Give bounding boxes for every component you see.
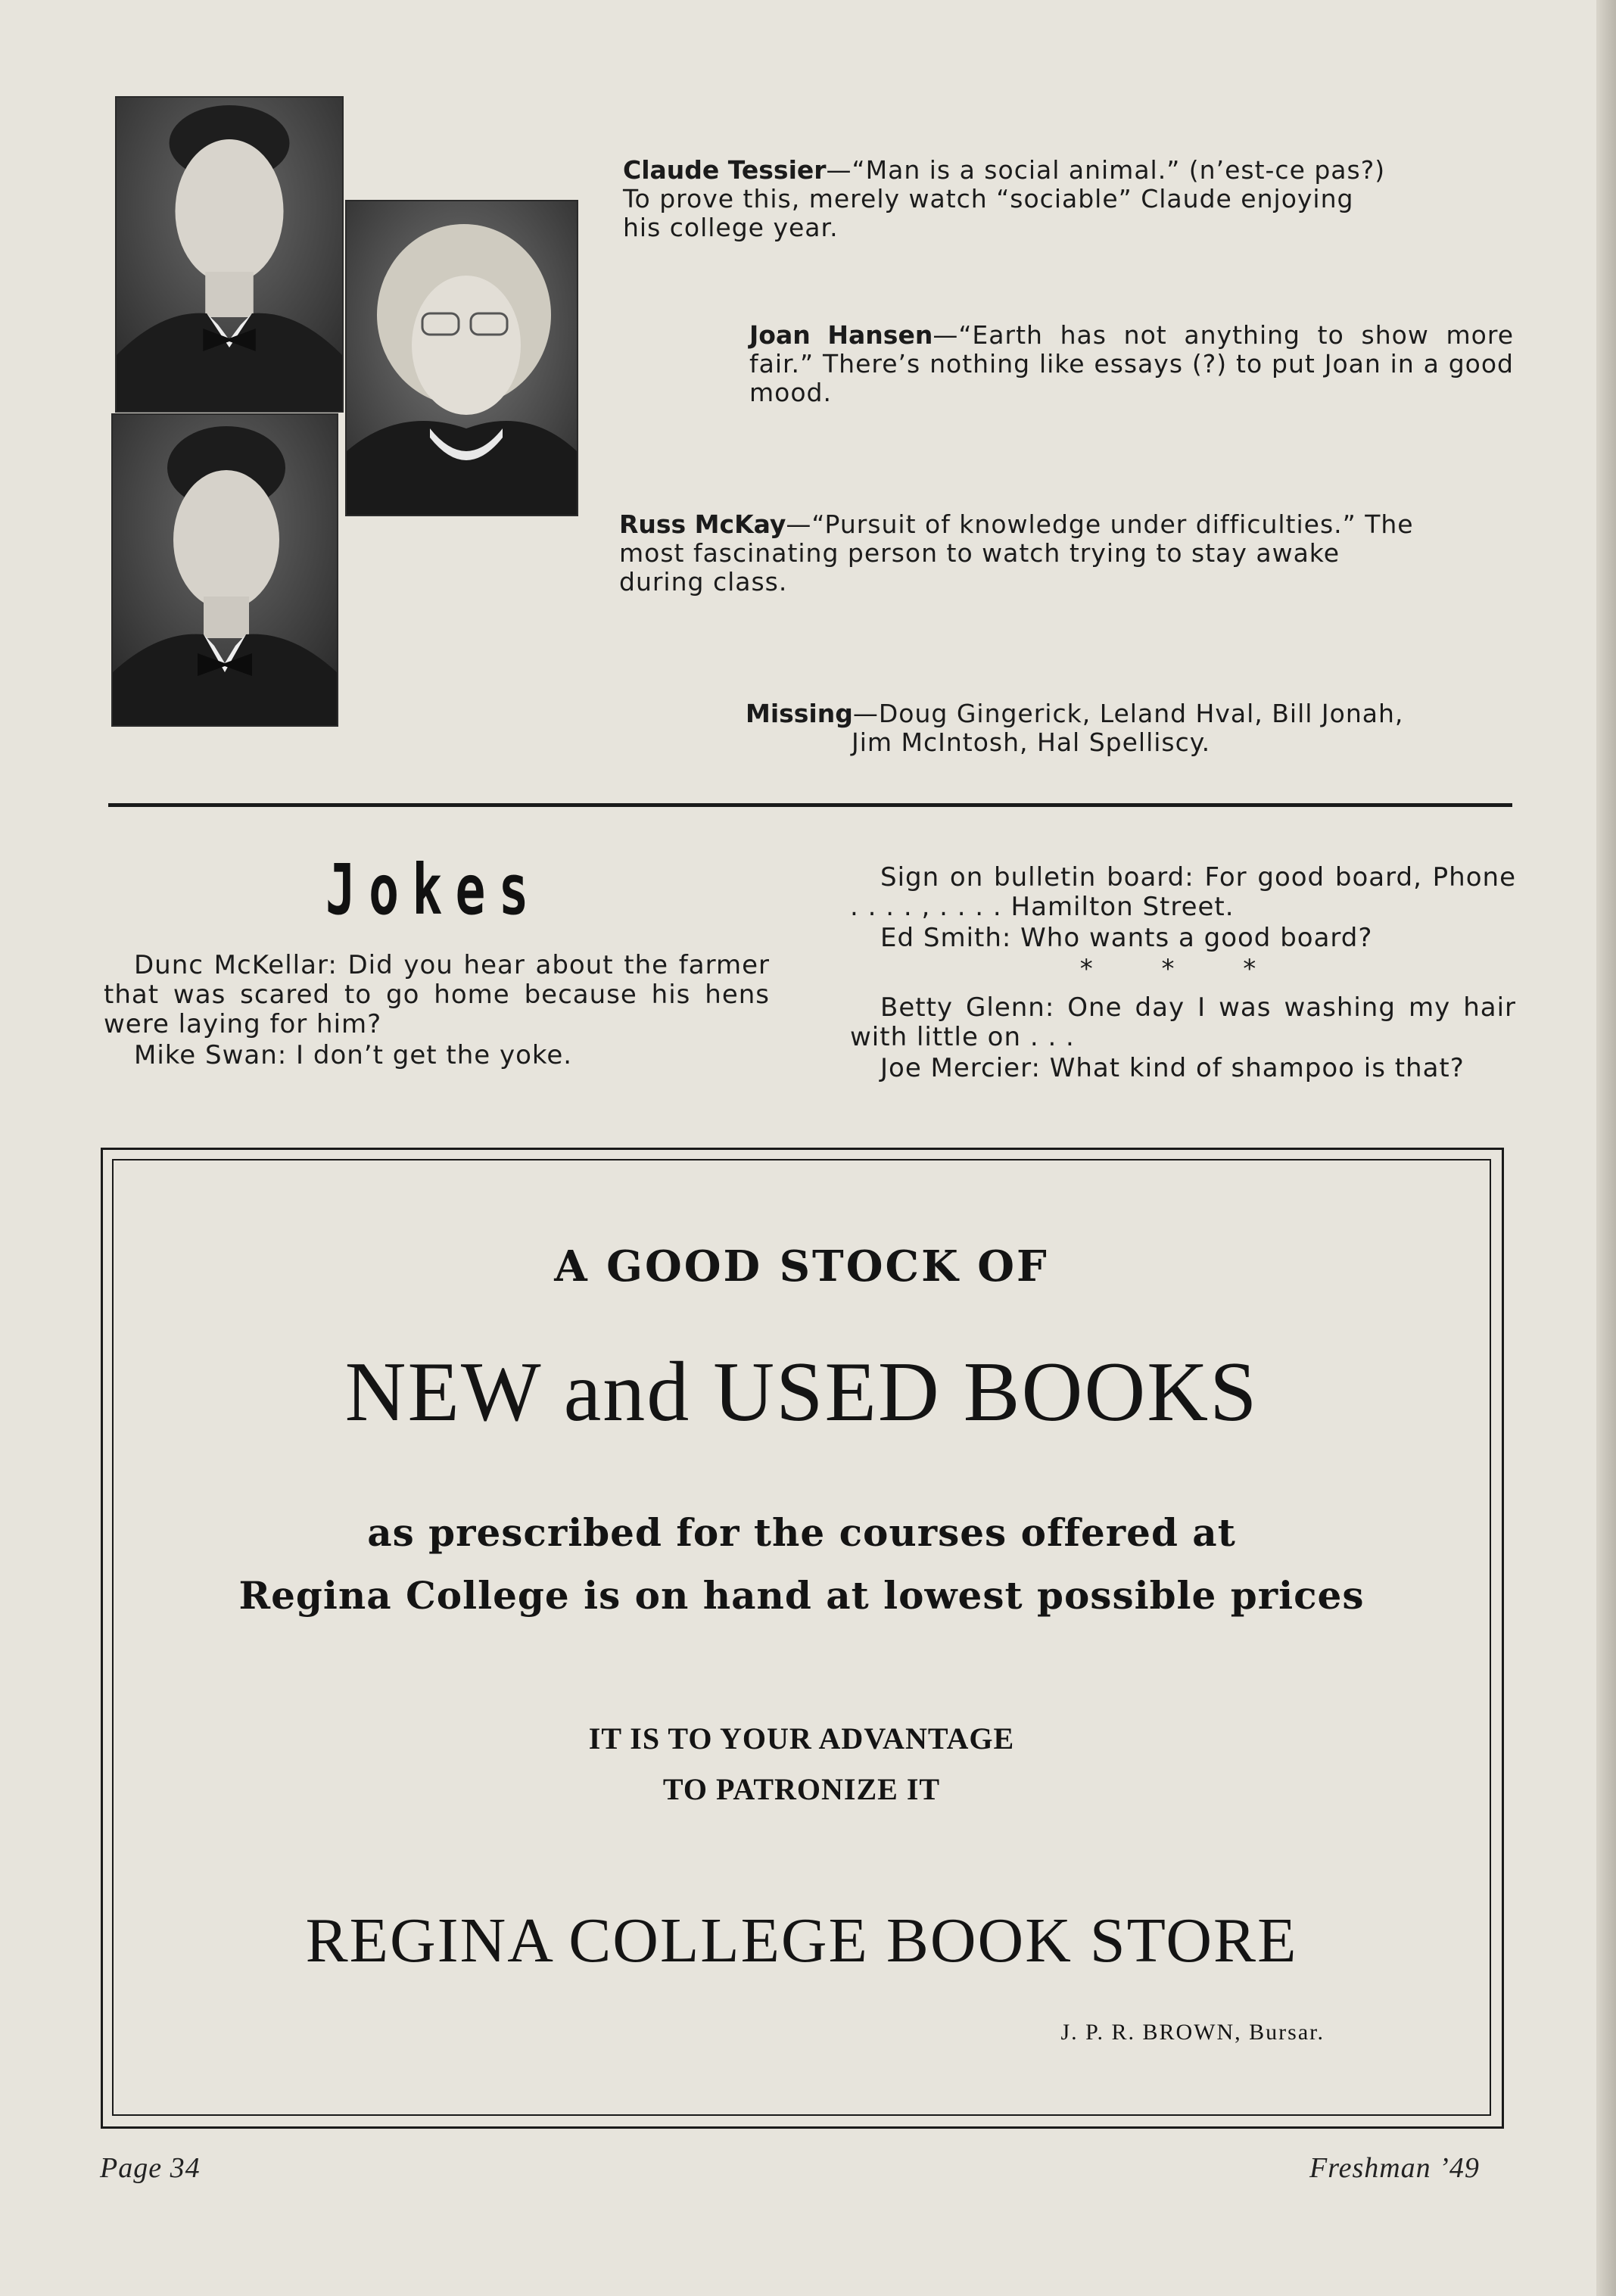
caption-name: Russ McKay <box>619 509 786 539</box>
joke-line: Dunc McKellar: Did you hear about the farmer that was scared to go home because his hens were laying for him? <box>104 950 770 1039</box>
missing-line1: —Doug Gingerick, Leland Hval, Bill Jonah, <box>852 699 1404 728</box>
section-divider <box>108 803 1512 807</box>
ad-body-line: Regina College is on hand at lowest possible prices <box>238 1573 1365 1618</box>
page-edge <box>1596 0 1616 2296</box>
page-number: Page 34 <box>100 2152 201 2184</box>
caption-quote: —“Man is a social animal.” (n’est-ce pas?) To prove this, merely watch “sociable” Claude enjoying his college year. <box>623 155 1386 242</box>
ad-store-name: REGINA COLLEGE BOOK STORE <box>305 1905 1298 1976</box>
ad-body-line: as prescribed for the courses offered at <box>367 1510 1236 1555</box>
caption-quote: —“Pursuit of knowledge under difficulties.” The most fascinating person to watch trying to stay awake during class. <box>619 509 1414 597</box>
caption-claude-tessier <box>623 156 1395 242</box>
ad-advantage-line: IT IS TO YOUR ADVANTAGE <box>588 1721 1015 1755</box>
publication-title: Freshman ’49 <box>1309 2152 1480 2184</box>
joke-line: Ed Smith: Who wants a good board? <box>880 923 1373 953</box>
portrait-photo-claude <box>115 96 344 413</box>
caption-quote: —“Earth has not anything to show more fair.” There’s nothing like essays (?) to put Joan in a good mood. <box>749 320 1514 407</box>
portrait-photo-joan <box>345 200 578 516</box>
missing-label: Missing <box>746 699 853 728</box>
ad-signature: J. P. R. BROWN, Bursar. <box>1060 2020 1325 2045</box>
joke-line: Sign on bulletin board: For good board, Phone . . . . , . . . . Hamilton Street. <box>850 862 1516 922</box>
joke-line: Betty Glenn: One day I was washing my hair with little on . . . <box>850 992 1516 1052</box>
jokes-right-column <box>850 863 1516 1085</box>
caption-joan-hansen <box>749 321 1514 407</box>
caption-missing <box>746 699 1518 757</box>
joke-separator: * * * <box>1079 954 1287 984</box>
jokes-left-column <box>104 951 770 1072</box>
joke-line: Mike Swan: I don’t get the yoke. <box>134 1040 573 1070</box>
missing-line2: Jim McIntosh, Hal Spelliscy. <box>852 727 1211 757</box>
joke-line: Joe Mercier: What kind of shampoo is that? <box>880 1053 1465 1083</box>
caption-russ-mckay <box>619 510 1421 597</box>
ad-patronize-line: TO PATRONIZE IT <box>662 1772 941 1806</box>
ad-headline-books: NEW and USED BOOKS <box>344 1345 1259 1439</box>
ad-heading-good-stock: A GOOD STOCK OF <box>554 1241 1049 1291</box>
caption-name: Claude Tessier <box>623 155 827 185</box>
portrait-photo-russ <box>111 413 338 727</box>
caption-name: Joan Hansen <box>749 320 933 350</box>
jokes-heading: Jokes <box>325 849 542 930</box>
